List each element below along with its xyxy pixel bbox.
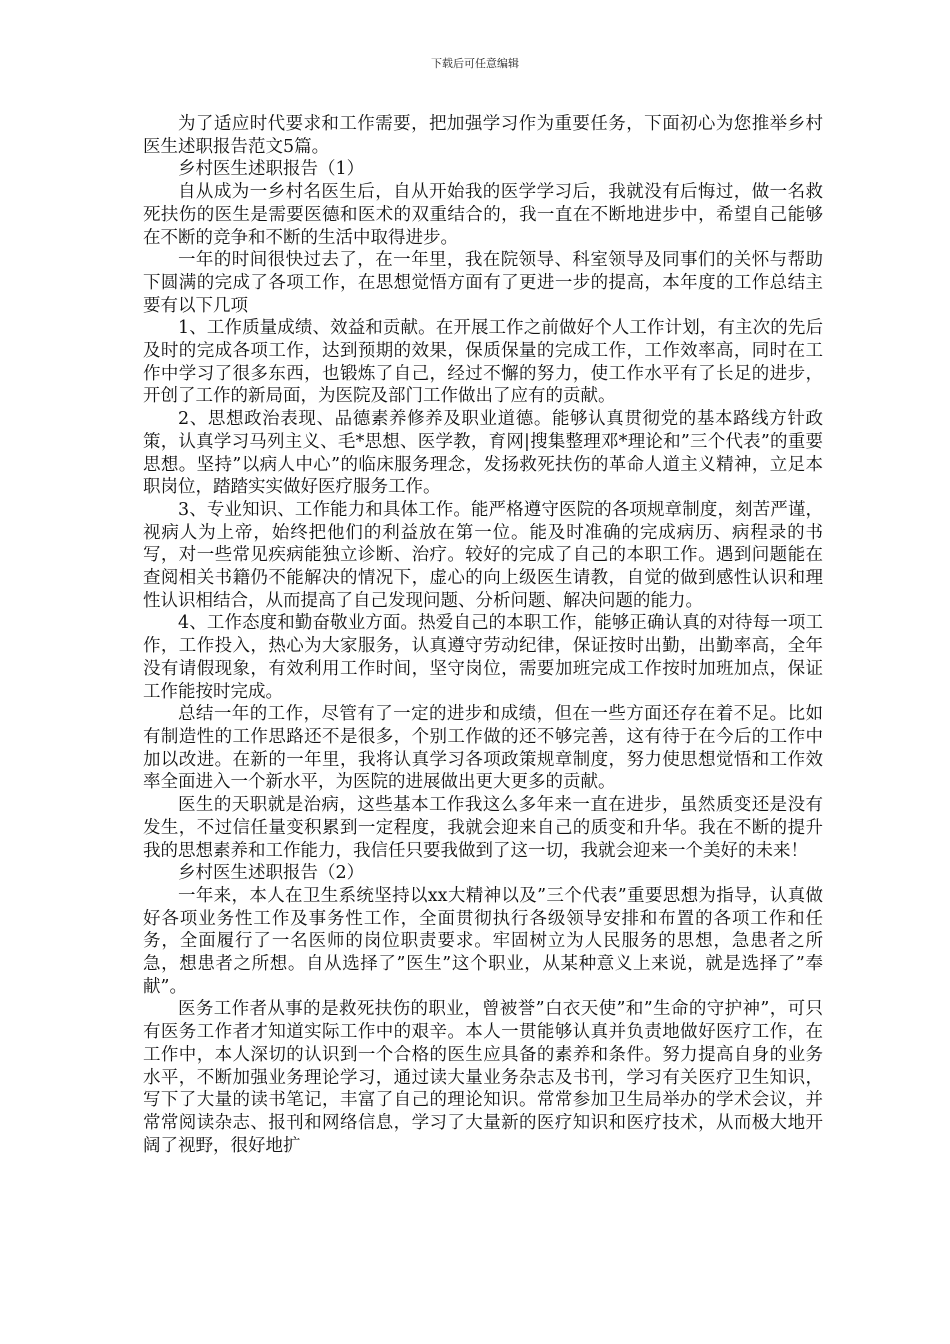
paragraph-item-2: 2、思想政治表现、品德素养修养及职业道德。能够认真贯彻党的基本路线方针政策，认真学习马列主义、毛*思想、医学教，育网|搜集整理邓*理论和”三个代表”的重要思想。坚持”以病人中心”的临床服务理念，发扬救死扶伤的革命人道主义精神，立足本职岗位，踏踏实实做好医疗服务工作。 <box>143 409 823 498</box>
paragraph: 一年来，本人在卫生系统坚持以xx大精神以及”三个代表”重要思想为指导，认真做好各项业务性工作及事务性工作，全面贯彻执行各级领导安排和布置的各项工作和任务，全面履行了一名医师的岗位职责要求。牢固树立为人民服务的思想，急患者之所急，想患者之所想。自从选择了”医生”这个职业，从某种意义上来说，就是选择了”奉献”。 <box>143 885 823 997</box>
page-header-note: 下载后可任意编辑 <box>431 57 519 70</box>
paragraph-item-1: 1、工作质量成绩、效益和贡献。在开展工作之前做好个人工作计划，有主次的先后及时的完成各项工作，达到预期的效果，保质保量的完成工作，工作效率高，同时在工作中学习了很多东西，也锻炼了自己，经过不懈的努力，使工作水平有了长足的进步，开创了工作的新局面，为医院及部门工作做出了应有的贡献。 <box>143 318 823 407</box>
section-heading-report-2: 乡村医生述职报告（2） <box>178 863 365 884</box>
paragraph: 医生的天职就是治病，这些基本工作我这么多年来一直在进步，虽然质变还是没有发生，不过信任量变积累到一定程度，我就会迎来自己的质变和升华。我在不断的提升我的思想素养和工作能力，我信任只要我做到了这一切，我就会迎来一个美好的未来！ <box>143 795 823 861</box>
paragraph-summary: 总结一年的工作，尽管有了一定的进步和成绩，但在一些方面还存在着不足。比如有制造性的工作思路还不是很多，个别工作做的还不够完善，这有待于在今后的工作中加以改进。在新的一年里，我将认真学习各项政策规章制度，努力使思想觉悟和工作效率全面进入一个新水平，为医院的进展做出更大更多的贡献。 <box>143 704 823 793</box>
paragraph: 自从成为一乡村名医生后，自从开始我的医学学习后，我就没有后悔过，做一名救死扶伤的医生是需要医德和医术的双重结合的，我一直在不断地进步中，希望自己能够在不断的竞争和不断的生活中取得进步。 <box>143 182 823 248</box>
paragraph: 一年的时间很快过去了，在一年里，我在院领导、科室领导及同事们的关怀与帮助下圆满的完成了各项工作，在思想觉悟方面有了更进一步的提高，本年度的工作总结主要有以下几项 <box>143 250 823 316</box>
paragraph-item-3: 3、专业知识、工作能力和具体工作。能严格遵守医院的各项规章制度，刻苦严谨，视病人为上帝，始终把他们的利益放在第一位。能及时准确的完成病历、病程录的书写，对一些常见疾病能独立诊断、治疗。较好的完成了自己的本职工作。遇到问题能在查阅相关书籍仍不能解决的情况下，虚心的向上级医生请教，自觉的做到感性认识和理性认识相结合，从而提高了自己发现问题、分析问题、解决问题的能力。 <box>143 499 823 611</box>
paragraph-intro: 为了适应时代要求和工作需要，把加强学习作为重要任务，下面初心为您推举乡村医生述职报告范文5篇。 <box>143 114 823 157</box>
document-body <box>143 113 823 1157</box>
paragraph: 医务工作者从事的是救死扶伤的职业，曾被誉”白衣天使”和”生命的守护神”，可只有医务工作者才知道实际工作中的艰辛。本人一贯能够认真并负责地做好医疗工作，在工作中，本人深切的认识到一个合格的医生应具备的素养和条件。努力提高自身的业务水平，不断加强业务理论学习，通过读大量业务杂志及书刊，学习有关医疗卫生知识，写下了大量的读书笔记，丰富了自己的理论知识。常常参加卫生局举办的学术会议，并常常阅读杂志、报刊和网络信息，学习了大量新的医疗知识和医疗技术，从而极大地开阔了视野，很好地扩 <box>143 999 823 1156</box>
paragraph-item-4: 4、工作态度和勤奋敬业方面。热爱自己的本职工作，能够正确认真的对待每一项工作，工作投入，热心为大家服务，认真遵守劳动纪律，保证按时出勤，出勤率高，全年没有请假现象，有效利用工作时间，坚守岗位，需要加班完成工作按时加班加点，保证工作能按时完成。 <box>143 613 823 702</box>
section-heading-report-1: 乡村医生述职报告（1） <box>178 159 365 180</box>
